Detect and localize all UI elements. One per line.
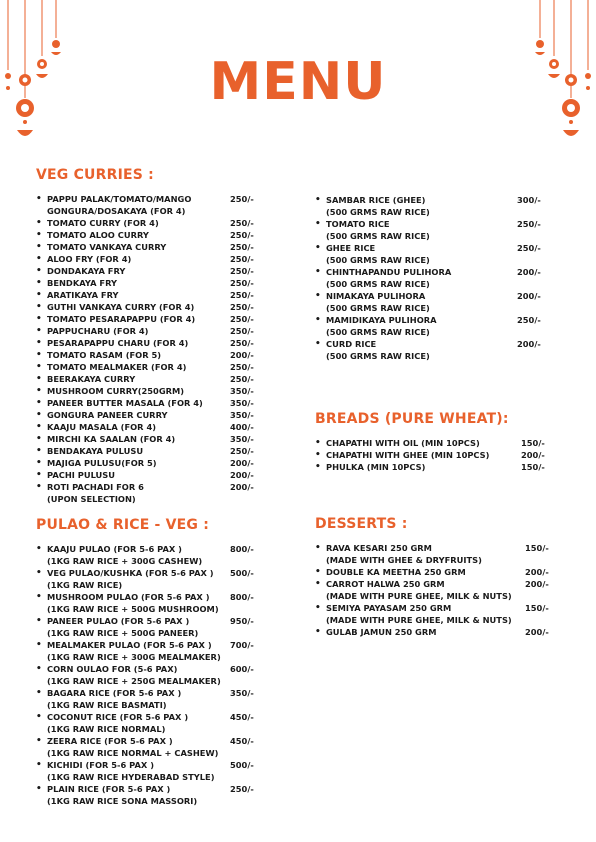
- item-price: 250/-: [517, 315, 541, 325]
- item-price: 250/-: [230, 302, 254, 312]
- item-name: • TOMATO MEALMAKER (FOR 4): [47, 362, 187, 372]
- menu-item: [36, 229, 254, 241]
- menu-item: [315, 242, 541, 266]
- item-price: 200/-: [517, 291, 541, 301]
- item-note: (MADE WITH PURE GHEE, MILK & NUTS): [326, 615, 512, 625]
- item-name: • KICHIDI (FOR 5-6 PAX ): [47, 760, 154, 770]
- item-name: • GHEE RICE: [326, 243, 376, 253]
- item-price: 200/-: [230, 470, 254, 480]
- item-note: (1KG RAW RICE + 300G MEALMAKER): [47, 652, 221, 662]
- menu-item: [36, 663, 254, 687]
- menu-item: [315, 338, 541, 362]
- item-name: • NIMAKAYA PULIHORA: [326, 291, 426, 301]
- menu-item: [315, 566, 549, 578]
- section-title: PULAO & RICE - VEG :: [36, 517, 209, 533]
- item-price: 350/-: [230, 410, 254, 420]
- item-price: 200/-: [517, 339, 541, 349]
- item-name: • BAGARA RICE (FOR 5-6 PAX ): [47, 688, 182, 698]
- item-price: 250/-: [230, 194, 254, 204]
- item-name: • TOMATO VANKAYA CURRY: [47, 242, 167, 252]
- item-price: 200/-: [517, 267, 541, 277]
- item-name: • PANEER BUTTER MASALA (FOR 4): [47, 398, 203, 408]
- item-note: (1KG RAW RICE + 500G PANEER): [47, 628, 199, 638]
- item-name: • CORN OULAO FOR (5-6 PAX): [47, 664, 178, 674]
- rice-specials-section: [315, 194, 541, 362]
- item-name: • CHINTHAPANDU PULIHORA: [326, 267, 452, 277]
- item-note: (1KG RAW RICE + 250G MEALMAKER): [47, 676, 221, 686]
- item-name: • MUSHROOM CURRY(250GRM): [47, 386, 185, 396]
- menu-item: [36, 615, 254, 639]
- item-name: • CURD RICE: [326, 339, 377, 349]
- item-price: 450/-: [230, 712, 254, 722]
- menu-item: [315, 437, 545, 449]
- item-name: • RAVA KESARI 250 GRM: [326, 543, 432, 553]
- menu-item: [315, 461, 545, 473]
- item-price: 350/-: [230, 688, 254, 698]
- item-price: 250/-: [230, 338, 254, 348]
- page-title: MENU: [209, 52, 387, 112]
- menu-item: [36, 481, 254, 505]
- item-price: 200/-: [525, 579, 549, 589]
- item-price: 200/-: [230, 458, 254, 468]
- item-price: 250/-: [230, 326, 254, 336]
- item-price: 800/-: [230, 544, 254, 554]
- item-price: 250/-: [517, 219, 541, 229]
- menu-item: [36, 265, 254, 277]
- item-price: 250/-: [230, 290, 254, 300]
- item-price: 450/-: [230, 736, 254, 746]
- menu-item: [315, 290, 541, 314]
- item-price: 350/-: [230, 434, 254, 444]
- menu-item: [36, 337, 254, 349]
- item-price: 250/-: [517, 243, 541, 253]
- item-price: 250/-: [230, 218, 254, 228]
- menu-item: [36, 639, 254, 663]
- item-name: • BENDKAYA FRY: [47, 278, 118, 288]
- item-name: • BEERAKAYA CURRY: [47, 374, 136, 384]
- item-name: • GONGURA PANEER CURRY: [47, 410, 168, 420]
- item-price: 200/-: [525, 627, 549, 637]
- item-name: • SAMBAR RICE (GHEE): [326, 195, 426, 205]
- item-price: 250/-: [230, 254, 254, 264]
- item-name: • DONDAKAYA FRY: [47, 266, 126, 276]
- item-note: (500 GRMS RAW RICE): [326, 351, 430, 361]
- item-note: (1KG RAW RICE + 500G MUSHROOM): [47, 604, 219, 614]
- item-name: • PACHI PULUSU: [47, 470, 116, 480]
- menu-list: [315, 437, 545, 473]
- item-price: 250/-: [230, 374, 254, 384]
- item-price: 250/-: [230, 242, 254, 252]
- item-price: 150/-: [521, 438, 545, 448]
- item-name: • SEMIYA PAYASAM 250 GRM: [326, 603, 452, 613]
- item-price: 200/-: [521, 450, 545, 460]
- item-price: 350/-: [230, 386, 254, 396]
- menu-item: [36, 445, 254, 457]
- menu-item: [36, 759, 254, 783]
- item-note: (1KG RAW RICE SONA MASSORI): [47, 796, 198, 806]
- item-price: 200/-: [230, 482, 254, 492]
- item-price: 150/-: [521, 462, 545, 472]
- menu-item: [36, 469, 254, 481]
- menu-item: [36, 193, 254, 217]
- menu-item: [36, 349, 254, 361]
- item-price: 500/-: [230, 760, 254, 770]
- item-name: • BENDAKAYA PULUSU: [47, 446, 144, 456]
- item-name: • PAPPU PALAK/TOMATO/MANGO: [47, 194, 192, 204]
- item-name: • CHAPATHI WITH GHEE (MIN 10PCS): [326, 450, 490, 460]
- menu-item: [36, 301, 254, 313]
- item-price: 250/-: [230, 784, 254, 794]
- item-price: 200/-: [230, 350, 254, 360]
- section-title: VEG CURRIES :: [36, 167, 154, 183]
- menu-item: [36, 241, 254, 253]
- menu-item: [36, 421, 254, 433]
- item-note: (1KG RAW RICE): [47, 580, 123, 590]
- item-note: (500 GRMS RAW RICE): [326, 327, 430, 337]
- item-note: (1KG RAW RICE + 300G CASHEW): [47, 556, 203, 566]
- menu-item: [36, 591, 254, 615]
- menu-item: [36, 289, 254, 301]
- menu-list: [315, 194, 541, 362]
- menu-item: [36, 783, 254, 807]
- veg-curries-section: [36, 167, 254, 505]
- item-name: • CARROT HALWA 250 GRM: [326, 579, 445, 589]
- item-price: 350/-: [230, 398, 254, 408]
- item-note: (500 GRMS RAW RICE): [326, 303, 430, 313]
- desserts-section: [315, 516, 549, 638]
- item-name: • GULAB JAMUN 250 GRM: [326, 627, 437, 637]
- item-name: • TOMATO PESARAPAPPU (FOR 4): [47, 314, 196, 324]
- menu-item: [36, 325, 254, 337]
- menu-item: [36, 457, 254, 469]
- item-name: • MUSHROOM PULAO (FOR 5-6 PAX ): [47, 592, 210, 602]
- breads-section: [315, 411, 545, 473]
- item-price: 250/-: [230, 230, 254, 240]
- menu-item: [36, 711, 254, 735]
- menu-item: [36, 385, 254, 397]
- menu-item: [36, 373, 254, 385]
- item-name: • PANEER PULAO (FOR 5-6 PAX ): [47, 616, 190, 626]
- menu-item: [315, 602, 549, 626]
- item-name: • TOMATO ALOO CURRY: [47, 230, 149, 240]
- item-note: (MADE WITH PURE GHEE, MILK & NUTS): [326, 591, 512, 601]
- item-name: • ZEERA RICE (FOR 5-6 PAX ): [47, 736, 173, 746]
- menu-item: [36, 361, 254, 373]
- item-price: 250/-: [230, 278, 254, 288]
- item-price: 700/-: [230, 640, 254, 650]
- item-name: • MEALMAKER PULAO (FOR 5-6 PAX ): [47, 640, 212, 650]
- item-price: 250/-: [230, 446, 254, 456]
- menu-list: [36, 543, 254, 807]
- menu-item: [315, 314, 541, 338]
- item-name: • PAPPUCHARU (FOR 4): [47, 326, 149, 336]
- item-name: • TOMATO RICE: [326, 219, 390, 229]
- menu-list: [315, 542, 549, 638]
- item-price: 300/-: [517, 195, 541, 205]
- item-name: • KAAJU PULAO (FOR 5-6 PAX ): [47, 544, 182, 554]
- menu-item: [36, 543, 254, 567]
- item-name: • MIRCHI KA SAALAN (FOR 4): [47, 434, 176, 444]
- item-name: • VEG PULAO/KUSHKA (FOR 5-6 PAX ): [47, 568, 214, 578]
- item-note: (500 GRMS RAW RICE): [326, 231, 430, 241]
- item-name: • ARATIKAYA FRY: [47, 290, 119, 300]
- item-name: • COCONUT RICE (FOR 5-6 PAX ): [47, 712, 189, 722]
- menu-item: [315, 578, 549, 602]
- menu-list: [36, 193, 254, 505]
- menu-item: [315, 449, 545, 461]
- item-price: 200/-: [525, 567, 549, 577]
- item-name: • CHAPATHI WITH OIL (MIN 10PCS): [326, 438, 480, 448]
- item-name: • ALOO FRY (FOR 4): [47, 254, 132, 264]
- item-note: (MADE WITH GHEE & DRYFRUITS): [326, 555, 482, 565]
- pulao-rice-section: [36, 517, 254, 807]
- menu-item: [36, 735, 254, 759]
- item-note: (500 GRMS RAW RICE): [326, 255, 430, 265]
- item-price: 150/-: [525, 603, 549, 613]
- item-price: 800/-: [230, 592, 254, 602]
- menu-item: [36, 567, 254, 591]
- item-name: • KAAJU MASALA (FOR 4): [47, 422, 157, 432]
- item-name: • TOMATO CURRY (FOR 4): [47, 218, 159, 228]
- item-price: 250/-: [230, 362, 254, 372]
- item-name: • MAJIGA PULUSU(FOR 5): [47, 458, 157, 468]
- item-note: (1KG RAW RICE BASMATI): [47, 700, 167, 710]
- item-name: • PHULKA (MIN 10PCS): [326, 462, 426, 472]
- item-note: (1KG RAW RICE HYDERABAD STYLE): [47, 772, 215, 782]
- item-note: GONGURA/DOSAKAYA (FOR 4): [47, 206, 186, 216]
- item-price: 400/-: [230, 422, 254, 432]
- item-name: • ROTI PACHADI FOR 6: [47, 482, 144, 492]
- item-note: (500 GRMS RAW RICE): [326, 279, 430, 289]
- item-price: 950/-: [230, 616, 254, 626]
- item-name: • GUTHI VANKAYA CURRY (FOR 4): [47, 302, 195, 312]
- section-title: BREADS (PURE WHEAT):: [315, 411, 509, 427]
- menu-item: [36, 313, 254, 325]
- item-price: 250/-: [230, 314, 254, 324]
- menu-item: [36, 217, 254, 229]
- menu-item: [315, 542, 549, 566]
- item-name: • DOUBLE KA MEETHA 250 GRM: [326, 567, 466, 577]
- item-price: 150/-: [525, 543, 549, 553]
- menu-item: [315, 626, 549, 638]
- item-price: 500/-: [230, 568, 254, 578]
- menu-item: [36, 409, 254, 421]
- menu-item: [315, 218, 541, 242]
- menu-item: [36, 397, 254, 409]
- item-note: (UPON SELECTION): [47, 494, 136, 504]
- menu-item: [36, 687, 254, 711]
- item-price: 600/-: [230, 664, 254, 674]
- menu-item: [36, 253, 254, 265]
- menu-item: [36, 277, 254, 289]
- menu-item: [315, 194, 541, 218]
- item-name: • MAMIDIKAYA PULIHORA: [326, 315, 437, 325]
- item-name: • TOMATO RASAM (FOR 5): [47, 350, 162, 360]
- item-note: (1KG RAW RICE NORMAL): [47, 724, 166, 734]
- item-note: (500 GRMS RAW RICE): [326, 207, 430, 217]
- menu-item: [315, 266, 541, 290]
- item-price: 250/-: [230, 266, 254, 276]
- item-name: • PESARAPAPPU CHARU (FOR 4): [47, 338, 189, 348]
- section-title: DESSERTS :: [315, 516, 408, 532]
- menu-item: [36, 433, 254, 445]
- item-name: • PLAIN RICE (FOR 5-6 PAX ): [47, 784, 171, 794]
- item-note: (1KG RAW RICE NORMAL + CASHEW): [47, 748, 219, 758]
